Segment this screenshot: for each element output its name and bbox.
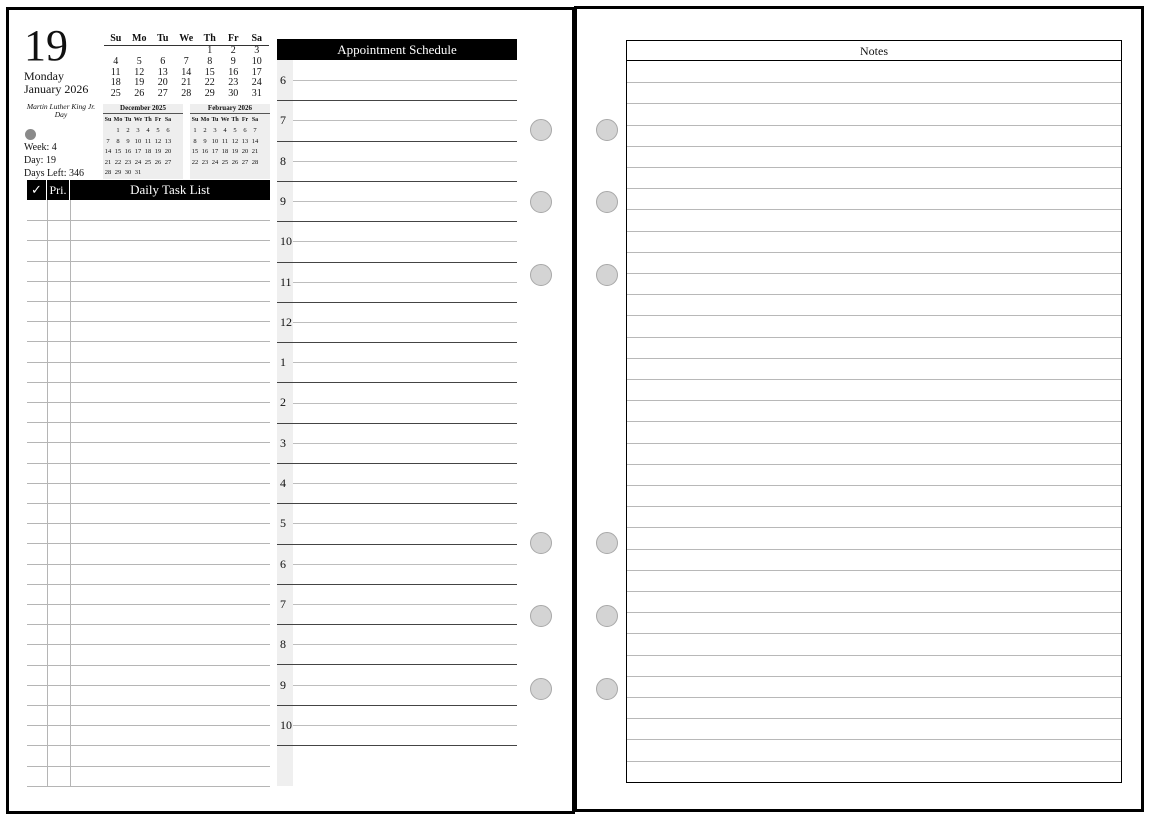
weekday-label: Mo — [132, 33, 147, 44]
notes-line — [627, 633, 1121, 634]
calendar-day: 7 — [183, 55, 189, 67]
notes-line — [627, 315, 1121, 316]
calendar-day: 14 — [251, 137, 259, 145]
month-year-label: January 2026 — [24, 82, 89, 96]
checkmark-icon: ✓ — [27, 180, 47, 200]
mini-weekday-header — [103, 115, 173, 126]
calendar-day: 2 — [230, 45, 236, 56]
mini-week-row — [103, 168, 173, 179]
notes-line — [627, 739, 1121, 740]
week-number: Week: 4 — [24, 142, 57, 153]
calendar-day — [163, 168, 173, 179]
calendar-day — [103, 126, 113, 137]
half-hour-line — [293, 362, 517, 363]
appointment-schedule-header: Appointment Schedule — [277, 39, 517, 60]
task-line — [27, 604, 270, 605]
mini-week-row — [103, 137, 173, 148]
calendar-day: 4 — [146, 127, 150, 134]
hour-line — [277, 584, 517, 585]
weekday-label: Tu — [211, 117, 219, 123]
calendar-day: 26 — [134, 88, 145, 100]
calendar-day: 5 — [136, 55, 142, 67]
calendar-day: 28 — [104, 169, 112, 176]
calendar-day: 21 — [181, 77, 192, 89]
notes-line — [627, 294, 1121, 295]
calendar-day: 27 — [164, 158, 172, 166]
calendar-day: 13 — [241, 137, 249, 145]
calendar-day: 13 — [164, 137, 172, 145]
calendar-day: 7 — [106, 137, 110, 145]
calendar-day: 8 — [193, 137, 197, 145]
calendar-day — [104, 46, 128, 57]
hour-label: 9 — [280, 678, 286, 692]
calendar-day — [143, 168, 153, 179]
half-hour-line — [293, 120, 517, 121]
calendar-day: 17 — [251, 66, 262, 78]
calendar-day: 31 — [251, 88, 262, 100]
hour-label: 3 — [280, 436, 286, 450]
notes-title: Notes — [626, 41, 1122, 61]
task-line — [27, 665, 270, 666]
task-line — [27, 705, 270, 706]
task-line — [27, 644, 270, 645]
calendar-day: 12 — [154, 137, 162, 145]
notes-line — [627, 506, 1121, 507]
calendar-day: 9 — [230, 55, 236, 67]
calendar-day: 11 — [110, 66, 121, 78]
calendar-day: 17 — [134, 148, 142, 155]
task-list-title: Daily Task List — [130, 182, 210, 197]
calendar-day: 25 — [110, 88, 121, 100]
hour-label: 1 — [280, 355, 286, 369]
binder-hole-icon — [530, 605, 552, 627]
notes-line — [627, 464, 1121, 465]
task-line — [27, 786, 270, 787]
half-hour-line — [293, 685, 517, 686]
calendar-day: 1 — [116, 127, 120, 134]
calendar-day: 10 — [134, 137, 142, 145]
calendar-day: 20 — [164, 148, 172, 155]
notes-line — [627, 273, 1121, 274]
task-line — [27, 483, 270, 484]
calendar-day — [175, 46, 199, 57]
mini-week-row — [190, 147, 260, 158]
calendar-day — [151, 46, 175, 57]
binder-hole-icon — [530, 532, 552, 554]
binder-hole-icon — [530, 678, 552, 700]
hour-line — [277, 181, 517, 182]
half-hour-line — [293, 725, 517, 726]
calendar-day — [128, 46, 152, 57]
binder-hole-icon — [596, 605, 618, 627]
hour-line — [277, 745, 517, 746]
notes-line — [627, 82, 1121, 83]
binder-hole-icon — [596, 678, 618, 700]
weekday-label: Monday — [24, 69, 64, 83]
half-hour-line — [293, 241, 517, 242]
weekday-label: Tu — [124, 117, 132, 123]
calendar-day: 17 — [211, 148, 219, 155]
holiday-label: Martin Luther King Jr. Day — [26, 102, 96, 119]
calendar-day — [153, 168, 163, 179]
task-column-divider — [70, 200, 71, 786]
task-line — [27, 281, 270, 282]
calendar-day: 12 — [231, 137, 239, 145]
hour-line — [277, 100, 517, 101]
mini-week-row — [190, 158, 260, 169]
binder-hole-icon — [596, 532, 618, 554]
hour-label: 4 — [280, 476, 286, 490]
notes-line — [627, 252, 1121, 253]
mini-week-row — [103, 147, 173, 158]
weekday-label: We — [133, 117, 143, 123]
hour-line — [277, 624, 517, 625]
hour-line — [277, 463, 517, 464]
hour-line — [277, 503, 517, 504]
hour-line — [277, 544, 517, 545]
calendar-day: 8 — [207, 55, 213, 67]
hour-line — [277, 262, 517, 263]
calendar-day: 23 — [228, 77, 239, 89]
calendar-day: 24 — [134, 158, 142, 166]
weekday-label: Tu — [157, 33, 169, 44]
weekday-label: Th — [203, 33, 216, 44]
calendar-day: 8 — [116, 137, 120, 145]
weekday-label: Th — [231, 117, 239, 123]
hour-line — [277, 342, 517, 343]
half-hour-line — [293, 80, 517, 81]
hour-line — [277, 705, 517, 706]
task-line — [27, 261, 270, 262]
hour-line — [277, 141, 517, 142]
day-of-year: Day: 19 — [24, 155, 56, 166]
calendar-day: 29 — [114, 169, 122, 176]
calendar-day: 26 — [231, 158, 239, 166]
calendar-day: 3 — [213, 127, 217, 134]
calendar-day: 25 — [144, 158, 152, 166]
calendar-day: 15 — [191, 148, 199, 155]
calendar-day: 23 — [201, 158, 209, 166]
calendar-day: 3 — [254, 45, 260, 56]
weekday-label: Sa — [164, 117, 172, 123]
mini-weekday-header — [190, 115, 260, 126]
half-hour-line — [293, 604, 517, 605]
binder-hole-icon — [596, 264, 618, 286]
notes-line — [627, 103, 1121, 104]
calendar-day: 29 — [204, 88, 215, 100]
task-line — [27, 402, 270, 403]
calendar-day: 18 — [221, 148, 229, 155]
task-line — [27, 240, 270, 241]
calendar-day: 22 — [114, 158, 122, 166]
binder-hole-icon — [530, 264, 552, 286]
notes-line — [627, 421, 1121, 422]
binder-hole-icon — [530, 191, 552, 213]
calendar-day: 27 — [157, 88, 168, 100]
calendar-day: 5 — [156, 127, 160, 134]
mini-calendar-title: December 2025 — [103, 104, 183, 114]
task-column-divider — [47, 200, 48, 786]
task-line — [27, 624, 270, 625]
calendar-day: 24 — [251, 77, 262, 89]
hour-label: 5 — [280, 516, 286, 530]
calendar-day: 30 — [124, 169, 132, 176]
notes-line — [627, 209, 1121, 210]
task-line — [27, 382, 270, 383]
hour-label: 8 — [280, 637, 286, 651]
calendar-day: 12 — [134, 66, 145, 78]
hour-label: 6 — [280, 557, 286, 571]
calendar-day: 10 — [211, 137, 219, 145]
task-list-header — [27, 180, 270, 200]
half-hour-line — [293, 403, 517, 404]
half-hour-line — [293, 161, 517, 162]
calendar-day: 24 — [211, 158, 219, 166]
weekday-label: Fr — [241, 117, 249, 123]
hour-label: 2 — [280, 395, 286, 409]
calendar-day: 15 — [114, 148, 122, 155]
notes-line — [627, 549, 1121, 550]
calendar-day: 1 — [193, 127, 197, 134]
weekday-label: Sa — [251, 117, 259, 123]
notes-line — [627, 718, 1121, 719]
task-line — [27, 220, 270, 221]
notes-line — [627, 337, 1121, 338]
notes-line — [627, 527, 1121, 528]
calendar-day: 19 — [231, 148, 239, 155]
task-line — [27, 422, 270, 423]
hour-label: 10 — [280, 718, 292, 732]
mini-week-row — [103, 158, 173, 169]
calendar-day: 20 — [241, 148, 249, 155]
hour-line — [277, 302, 517, 303]
mini-week-row — [103, 126, 173, 137]
binder-hole-icon — [596, 191, 618, 213]
hour-label: 7 — [280, 113, 286, 127]
calendar-day: 28 — [181, 88, 192, 100]
notes-line — [627, 231, 1121, 232]
calendar-day: 1 — [207, 45, 213, 56]
calendar-day: 15 — [204, 66, 215, 78]
hour-line — [277, 382, 517, 383]
notes-line — [627, 379, 1121, 380]
notes-line — [627, 146, 1121, 147]
mini-calendar-next — [190, 104, 270, 179]
calendar-day: 20 — [157, 77, 168, 89]
calendar-week-row — [104, 57, 269, 68]
weekday-label: Sa — [251, 33, 263, 44]
hour-label: 9 — [280, 194, 286, 208]
half-hour-line — [293, 201, 517, 202]
calendar-day: 22 — [191, 158, 199, 166]
weekday-label: Mo — [200, 117, 210, 123]
calendar-weekday-header — [104, 34, 269, 46]
hour-line — [277, 664, 517, 665]
calendar-day: 9 — [203, 137, 207, 145]
task-line — [27, 564, 270, 565]
calendar-day: 16 — [228, 66, 239, 78]
notes-line — [627, 697, 1121, 698]
half-hour-line — [293, 644, 517, 645]
calendar-day: 21 — [104, 158, 112, 166]
task-line — [27, 442, 270, 443]
calendar-day: 5 — [233, 127, 237, 134]
weekday-label: Su — [110, 33, 122, 44]
calendar-day: 23 — [124, 158, 132, 166]
calendar-week-row — [104, 89, 269, 100]
hour-label: 11 — [280, 275, 292, 289]
calendar-day: 30 — [228, 88, 239, 100]
hour-line — [277, 221, 517, 222]
weekday-label: We — [179, 33, 194, 44]
half-hour-line — [293, 443, 517, 444]
days-left: Days Left: 346 — [24, 168, 84, 179]
notes-line — [627, 125, 1121, 126]
calendar-day: 9 — [126, 137, 130, 145]
notes-line — [627, 591, 1121, 592]
task-line — [27, 463, 270, 464]
hour-label: 12 — [280, 315, 292, 329]
priority-header: Pri. — [47, 180, 70, 200]
half-hour-line — [293, 322, 517, 323]
mini-calendar-title: February 2026 — [190, 104, 270, 114]
task-line — [27, 341, 270, 342]
calendar-day: 6 — [160, 55, 166, 67]
calendar-day: 18 — [144, 148, 152, 155]
task-line — [27, 321, 270, 322]
notes-line — [627, 443, 1121, 444]
task-line — [27, 745, 270, 746]
calendar-day: 16 — [124, 148, 132, 155]
task-line — [27, 584, 270, 585]
calendar-day: 22 — [204, 77, 215, 89]
notes-line — [627, 655, 1121, 656]
task-line — [27, 766, 270, 767]
calendar-day: 18 — [110, 77, 121, 89]
month-calendar — [104, 34, 269, 100]
calendar-day: 4 — [223, 127, 227, 134]
task-line — [27, 523, 270, 524]
day-number: 19 — [24, 21, 68, 70]
mini-calendar-previous — [103, 104, 183, 179]
notes-line — [627, 358, 1121, 359]
binder-hole-icon — [596, 119, 618, 141]
calendar-day: 28 — [251, 158, 259, 166]
weekday-label: Su — [191, 117, 199, 123]
full-moon-icon — [25, 129, 36, 140]
hour-label: 8 — [280, 154, 286, 168]
weekday-label: Fr — [154, 117, 162, 123]
calendar-day: 6 — [243, 127, 247, 134]
calendar-day: 7 — [253, 127, 257, 134]
notes-line — [627, 167, 1121, 168]
notes-line — [627, 188, 1121, 189]
task-line — [27, 543, 270, 544]
calendar-day: 11 — [144, 137, 152, 145]
calendar-day: 10 — [251, 55, 262, 67]
notes-box — [626, 40, 1122, 783]
calendar-day: 16 — [201, 148, 209, 155]
notes-line — [627, 676, 1121, 677]
task-line — [27, 725, 270, 726]
task-line — [27, 362, 270, 363]
hour-label: 6 — [280, 73, 286, 87]
calendar-day: 2 — [203, 127, 207, 134]
weekday-label: Fr — [227, 33, 239, 44]
calendar-day: 11 — [221, 137, 229, 145]
notes-line — [627, 570, 1121, 571]
notes-line — [627, 485, 1121, 486]
calendar-day: 13 — [157, 66, 168, 78]
calendar-day: 19 — [134, 77, 145, 89]
notes-line — [627, 612, 1121, 613]
calendar-day: 14 — [104, 148, 112, 155]
notes-line — [627, 400, 1121, 401]
mini-week-row — [190, 137, 260, 148]
weekday-label: Mo — [113, 117, 123, 123]
calendar-day: 31 — [134, 169, 142, 176]
weekday-label: Su — [104, 117, 112, 123]
calendar-day: 3 — [136, 127, 140, 134]
calendar-day: 14 — [181, 66, 192, 78]
hour-label: 7 — [280, 597, 286, 611]
calendar-day: 27 — [241, 158, 249, 166]
hour-line — [277, 423, 517, 424]
half-hour-line — [293, 483, 517, 484]
mini-week-row — [190, 126, 260, 137]
weekday-label: We — [220, 117, 230, 123]
notes-line — [627, 761, 1121, 762]
half-hour-line — [293, 564, 517, 565]
calendar-day: 25 — [221, 158, 229, 166]
calendar-day: 26 — [154, 158, 162, 166]
calendar-day: 6 — [166, 127, 170, 134]
task-line — [27, 685, 270, 686]
calendar-day: 19 — [154, 148, 162, 155]
calendar-day: 4 — [113, 55, 119, 67]
task-line — [27, 301, 270, 302]
half-hour-line — [293, 523, 517, 524]
calendar-day: 2 — [126, 127, 130, 134]
binder-hole-icon — [530, 119, 552, 141]
calendar-week-row — [104, 46, 269, 57]
task-line — [27, 503, 270, 504]
hour-label: 10 — [280, 234, 292, 248]
calendar-day: 21 — [251, 148, 259, 155]
half-hour-line — [293, 282, 517, 283]
weekday-label: Th — [144, 117, 152, 123]
